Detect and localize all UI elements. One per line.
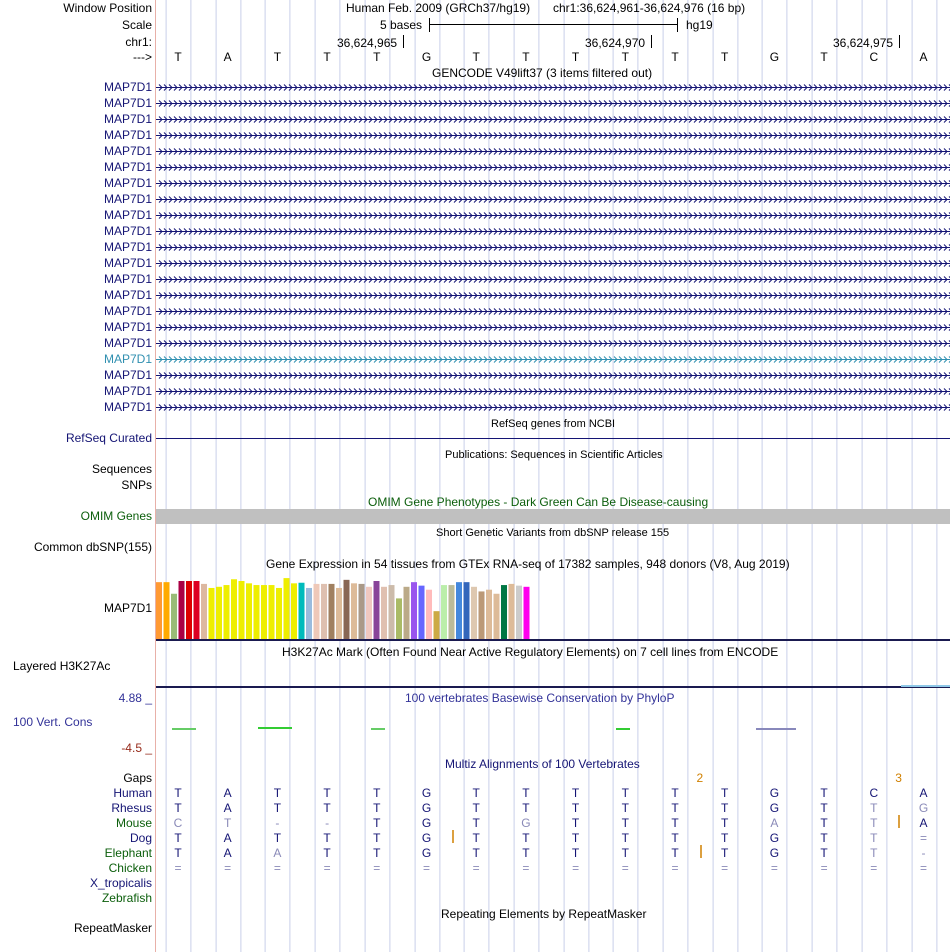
aligned-base: T (174, 801, 182, 815)
dbsnp-track-title: Short Genetic Variants from dbSNP release 155 (436, 527, 670, 539)
gaps-label: Gaps (123, 771, 152, 785)
reference-base: A (919, 50, 928, 64)
aligned-base: T (522, 786, 530, 800)
aligned-base: T (472, 816, 480, 830)
aligned-base: T (174, 831, 182, 845)
chrom-label: chr1: (125, 35, 152, 49)
aligned-base: T (671, 846, 679, 860)
reference-base: T (721, 50, 729, 64)
aligned-base: A (223, 831, 232, 845)
reference-base: T (273, 50, 282, 64)
aligned-base: T (472, 801, 480, 815)
aligned-base: T (870, 816, 878, 830)
aligned-base: - (921, 846, 926, 860)
aligned-base: T (820, 831, 828, 845)
aligned-base: T (621, 831, 629, 845)
aligned-base: T (621, 786, 629, 800)
aligned-base: T (621, 846, 629, 860)
multiz-track-title: Multiz Alignments of 100 Vertebrates (445, 757, 640, 771)
gtex-track-label[interactable]: MAP7D1 (103, 601, 152, 615)
genome-browser-image[interactable] (156, 0, 950, 952)
refseq-track-title: RefSeq genes from NCBI (491, 418, 616, 430)
aligned-base: T (224, 816, 232, 830)
species-label: Mouse (115, 816, 152, 830)
db-name: hg19 (686, 18, 713, 32)
phylop-track-title: 100 vertebrates Basewise Conservation by PhyloP (405, 691, 675, 705)
aligned-base: = (919, 831, 927, 845)
gene-label-map7d1[interactable]: MAP7D1 (103, 112, 152, 126)
species-label: X_tropicalis (89, 876, 152, 890)
aligned-base: G (421, 786, 432, 800)
gene-label-map7d1[interactable]: MAP7D1 (103, 208, 152, 222)
aligned-base: T (820, 846, 828, 860)
gene-label-map7d1[interactable]: MAP7D1 (103, 192, 152, 206)
refseq-track-label[interactable]: RefSeq Curated (65, 431, 152, 445)
aligned-base: = (174, 861, 182, 875)
window-position-label: Window Position (63, 1, 152, 15)
aligned-base: = (572, 861, 580, 875)
aligned-base: T (571, 816, 580, 830)
aligned-base: T (621, 816, 629, 830)
aligned-base: G (421, 801, 432, 815)
aligned-base: = (820, 861, 828, 875)
aligned-base: T (571, 831, 580, 845)
gene-label-map7d1[interactable]: MAP7D1 (103, 160, 152, 174)
aligned-base: T (522, 801, 530, 815)
reference-base: G (421, 50, 432, 64)
aligned-base: T (870, 846, 878, 860)
reference-base: T (472, 50, 480, 64)
aligned-base: = (522, 861, 530, 875)
aligned-base: T (522, 831, 530, 845)
gene-label-map7d1[interactable]: MAP7D1 (103, 288, 152, 302)
aligned-base: T (522, 846, 530, 860)
aligned-base: G (421, 816, 432, 830)
omim-track-label[interactable]: OMIM Genes (80, 509, 152, 523)
phylop-min-label: -4.5 _ (121, 741, 152, 755)
gene-label-map7d1[interactable]: MAP7D1 (103, 128, 152, 142)
reference-base: T (571, 50, 580, 64)
aligned-base: = (721, 861, 729, 875)
aligned-base: T (571, 786, 580, 800)
aligned-base: T (671, 801, 679, 815)
aligned-base: C (869, 786, 879, 800)
aligned-base: A (770, 816, 779, 830)
reference-base: G (769, 50, 780, 64)
gene-label-map7d1[interactable]: MAP7D1 (103, 320, 152, 334)
phylop-track-label[interactable]: 100 Vert. Cons (13, 715, 93, 729)
reference-base: C (869, 50, 879, 64)
aligned-base: = (671, 861, 679, 875)
strand-label: ---> (133, 50, 152, 64)
aligned-base: T (273, 831, 282, 845)
aligned-base: A (273, 846, 282, 860)
aligned-base: G (521, 816, 531, 830)
reference-base: T (522, 50, 530, 64)
aligned-base: T (820, 786, 828, 800)
aligned-base: T (323, 801, 331, 815)
gencode-track-title: GENCODE V49lift37 (3 items filtered out) (432, 66, 653, 80)
aligned-base: - (325, 816, 330, 830)
aligned-base: A (223, 786, 232, 800)
aligned-base: T (273, 801, 282, 815)
aligned-base: A (223, 846, 232, 860)
aligned-base: G (769, 786, 780, 800)
aligned-base: T (721, 846, 729, 860)
gene-label-map7d1[interactable]: MAP7D1 (103, 176, 152, 190)
gene-label-map7d1[interactable]: MAP7D1 (103, 384, 152, 398)
aligned-base: T (472, 786, 480, 800)
coord-3: 36,624,975 (833, 36, 894, 50)
aligned-base: T (721, 801, 729, 815)
aligned-base: G (769, 801, 780, 815)
phylop-max-label: 4.88 _ (118, 691, 152, 705)
aligned-base: T (571, 846, 580, 860)
aligned-base: T (323, 786, 331, 800)
aligned-base: T (671, 831, 679, 845)
aligned-base: G (769, 846, 780, 860)
aligned-base: = (373, 861, 381, 875)
h3k27ac-track-title: H3K27Ac Mark (Often Found Near Active Regulatory Elements) on 7 cell lines from ENCODE (282, 645, 779, 659)
repeatmasker-track-label[interactable]: RepeatMasker (73, 921, 152, 935)
gene-label-map7d1[interactable]: MAP7D1 (103, 352, 152, 366)
reference-base: T (373, 50, 381, 64)
aligned-base: T (671, 786, 679, 800)
aligned-base: T (373, 846, 381, 860)
species-label: Human (113, 786, 152, 800)
aligned-base: = (472, 861, 480, 875)
reference-base: T (323, 50, 331, 64)
scale-label: Scale (121, 18, 152, 32)
species-label: Dog (129, 831, 152, 845)
gap-count-marker: 2 (696, 771, 704, 785)
aligned-base: T (472, 831, 480, 845)
aligned-base: T (671, 816, 679, 830)
aligned-base: G (421, 846, 432, 860)
coord-2: 36,624,970 (585, 36, 646, 50)
reference-base: T (621, 50, 629, 64)
aligned-base: G (769, 831, 780, 845)
reference-base: T (820, 50, 828, 64)
aligned-base: T (373, 801, 381, 815)
aligned-base: T (373, 786, 381, 800)
gene-label-map7d1[interactable]: MAP7D1 (103, 272, 152, 286)
gene-label-map7d1[interactable]: MAP7D1 (103, 96, 152, 110)
gene-label-map7d1[interactable]: MAP7D1 (103, 368, 152, 382)
aligned-base: T (174, 786, 182, 800)
aligned-base: A (919, 816, 928, 830)
gene-label-map7d1[interactable]: MAP7D1 (103, 400, 152, 414)
aligned-base: = (770, 861, 778, 875)
aligned-base: T (721, 831, 729, 845)
species-label: Chicken (108, 861, 152, 875)
aligned-base: T (721, 786, 729, 800)
repeatmasker-track-title: Repeating Elements by RepeatMasker (441, 907, 647, 921)
omim-track-title: OMIM Gene Phenotypes - Dark Green Can Be Disease-causing (368, 495, 709, 509)
aligned-base: A (223, 801, 232, 815)
aligned-base: T (870, 831, 878, 845)
gene-label-map7d1[interactable]: MAP7D1 (103, 304, 152, 318)
aligned-base: T (820, 816, 828, 830)
species-label: Elephant (104, 846, 152, 860)
aligned-base: T (472, 846, 480, 860)
gene-label-map7d1[interactable]: MAP7D1 (103, 336, 152, 350)
assembly-title: Human Feb. 2009 (GRCh37/hg19) (346, 1, 531, 15)
aligned-base: T (323, 831, 331, 845)
track-label-column (0, 0, 155, 952)
aligned-base: G (421, 831, 432, 845)
species-label: Rhesus (111, 801, 152, 815)
aligned-base: = (919, 861, 927, 875)
aligned-base: = (323, 861, 331, 875)
gtex-track-title: Gene Expression in 54 tissues from GTEx RNA-seq of 17382 samples, 948 donors (V8, Aug 2019) (266, 557, 790, 571)
publications-track-label[interactable]: Sequences (91, 462, 152, 476)
aligned-base: T (373, 816, 381, 830)
window-position-text: chr1:36,624,961-36,624,976 (16 bp) (553, 1, 746, 15)
reference-base: A (223, 50, 232, 64)
aligned-base: = (224, 861, 232, 875)
species-label: Zebrafish (101, 891, 152, 905)
aligned-base: = (870, 861, 878, 875)
aligned-base: T (373, 831, 381, 845)
aligned-base: - (275, 816, 280, 830)
reference-base: T (174, 50, 182, 64)
gap-count-marker: 3 (895, 771, 902, 785)
aligned-base: T (621, 801, 629, 815)
reference-base: T (671, 50, 679, 64)
aligned-base: T (571, 801, 580, 815)
coord-1: 36,624,965 (337, 36, 398, 50)
gene-label-map7d1[interactable]: MAP7D1 (103, 224, 152, 238)
gene-label-map7d1[interactable]: MAP7D1 (103, 80, 152, 94)
publications-track-title: Publications: Sequences in Scientific Articles (445, 449, 663, 461)
aligned-base: = (273, 861, 281, 875)
aligned-base: T (323, 846, 331, 860)
aligned-base: C (173, 816, 183, 830)
snps-track-label[interactable]: SNPs (121, 478, 152, 492)
aligned-base: T (721, 816, 729, 830)
gene-label-map7d1[interactable]: MAP7D1 (103, 256, 152, 270)
aligned-base: T (820, 801, 828, 815)
aligned-base: A (919, 786, 928, 800)
aligned-base: T (174, 846, 182, 860)
gene-label-map7d1[interactable]: MAP7D1 (103, 144, 152, 158)
aligned-base: = (422, 861, 430, 875)
aligned-base: G (918, 801, 929, 815)
scale-text: 5 bases (380, 18, 423, 32)
aligned-base: T (870, 801, 878, 815)
dbsnp-track-label[interactable]: Common dbSNP(155) (33, 540, 152, 554)
gene-label-map7d1[interactable]: MAP7D1 (103, 240, 152, 254)
aligned-base: T (273, 786, 282, 800)
aligned-base: = (621, 861, 629, 875)
h3k27ac-track-label[interactable]: Layered H3K27Ac (13, 659, 111, 673)
